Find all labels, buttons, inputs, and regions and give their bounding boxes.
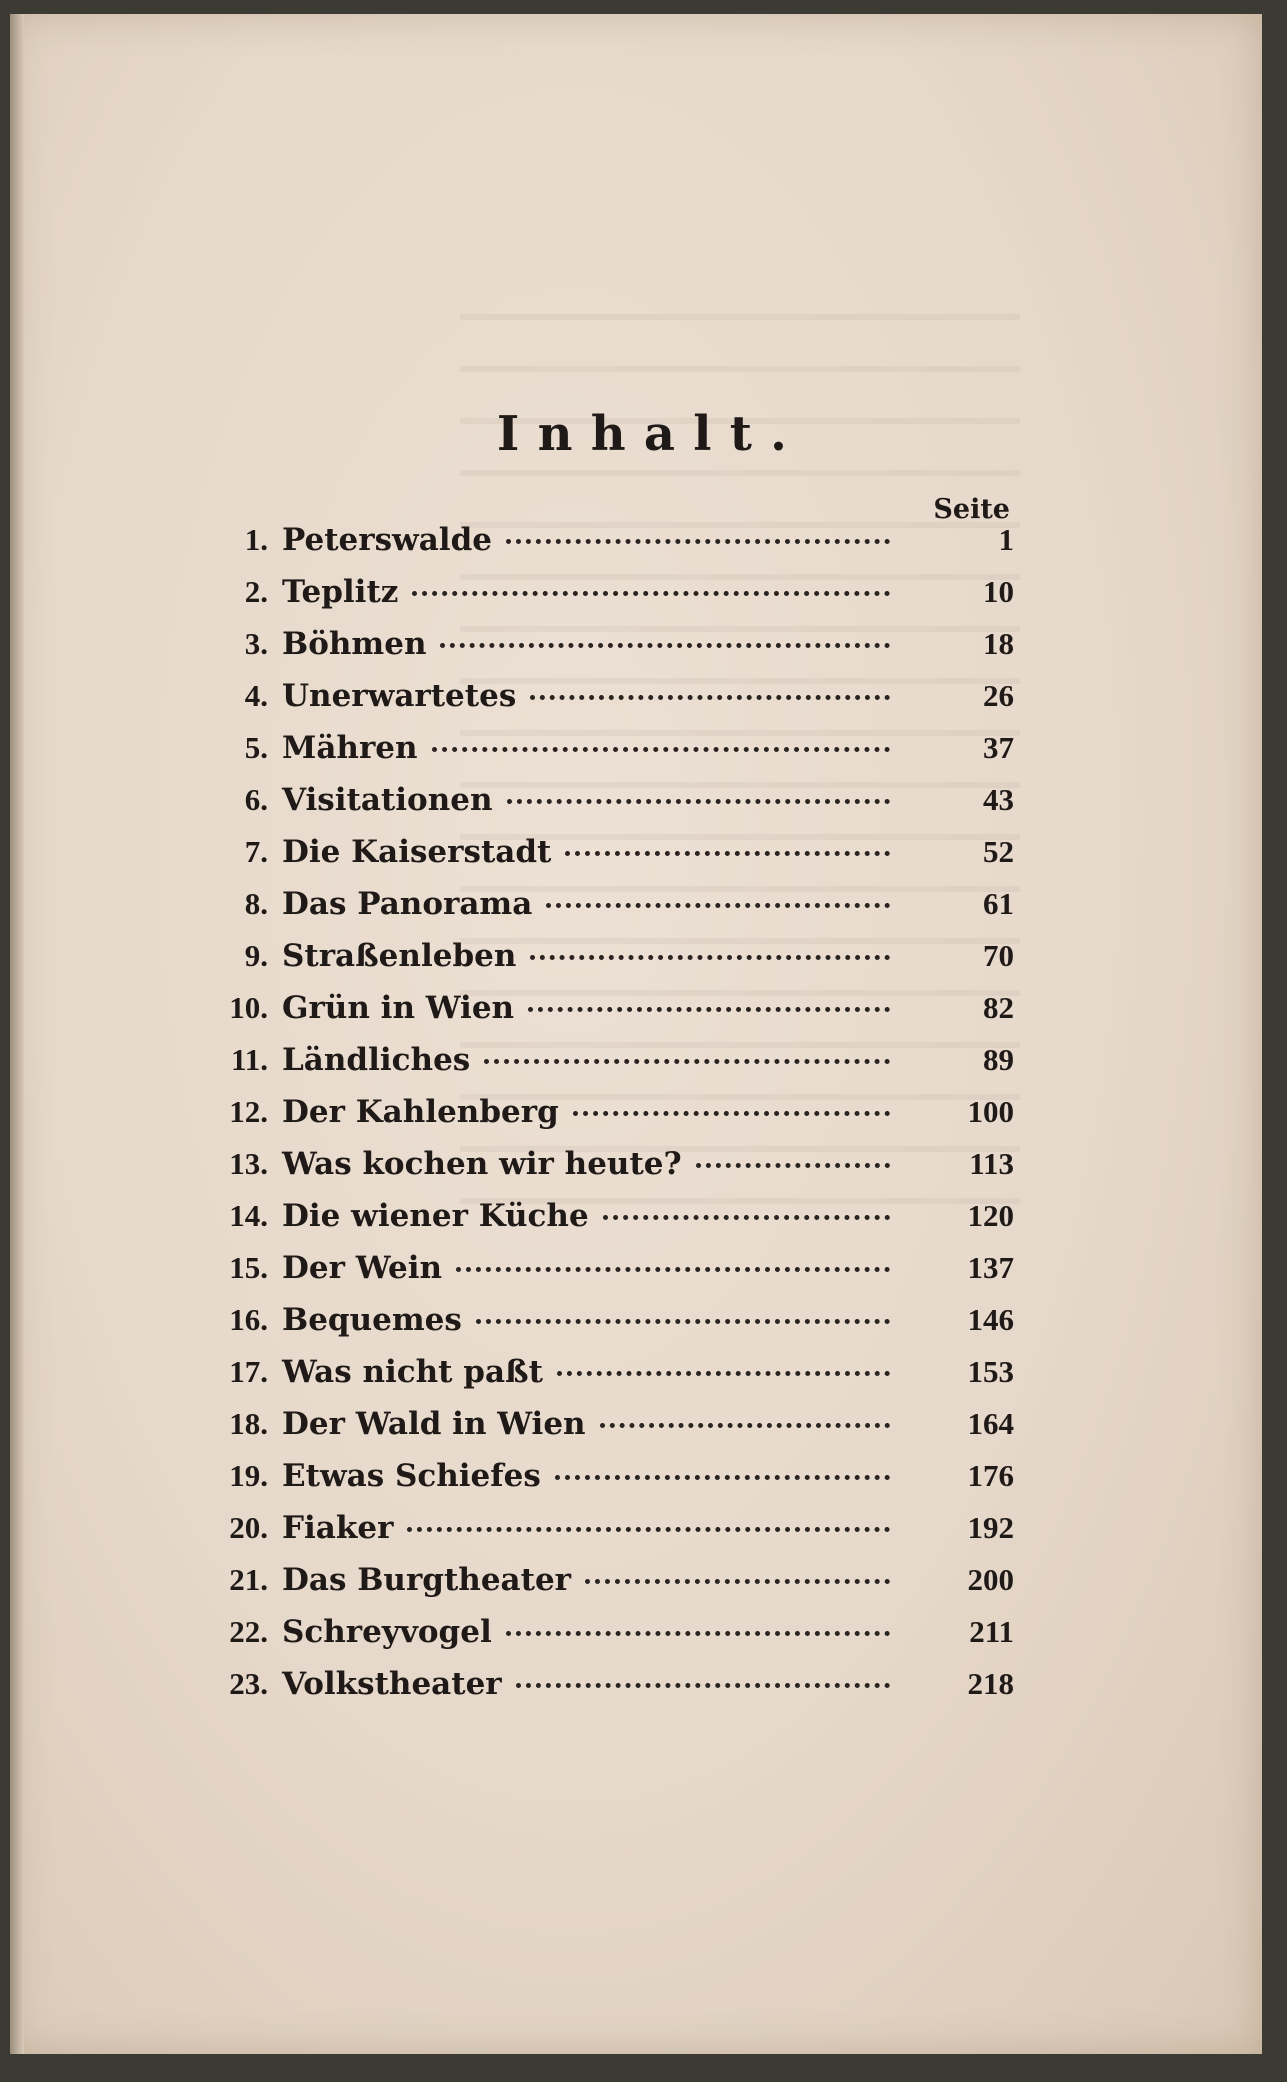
entry-page-number: 70 [983,938,1014,973]
entry-title: Teplitz [282,574,399,610]
toc-entry [190,1042,1014,1094]
dot-leader [456,1267,890,1272]
table-of-contents [190,522,1014,1718]
toc-entry [190,1198,1014,1250]
toc-entry [190,1510,1014,1562]
entry-page-number: 1 [998,522,1014,557]
entry-title: Peterswalde [282,522,492,558]
entry-number: 3. [244,626,268,661]
entry-title: Die wiener Küche [282,1198,589,1234]
toc-entry [190,522,1014,574]
entry-page-number: 18 [983,626,1014,661]
toc-entry [190,1146,1014,1198]
entry-number: 14. [229,1198,268,1233]
toc-entry [190,1614,1014,1666]
dot-leader [530,695,890,700]
entry-number: 19. [229,1458,268,1493]
entry-number: 18. [229,1406,268,1441]
entry-page-number: 137 [967,1250,1014,1285]
dot-leader [440,643,890,648]
entry-title: Fiaker [282,1510,394,1546]
entry-number: 11. [230,1042,268,1077]
dot-leader [484,1059,890,1064]
toc-entry [190,1562,1014,1614]
dot-leader [696,1163,890,1168]
entry-title: Straßenleben [282,938,517,974]
dot-leader [528,1007,890,1012]
dot-leader [506,539,890,544]
entry-title: Böhmen [282,626,427,662]
dot-leader [432,747,890,752]
entry-title: Was kochen wir heute? [282,1146,682,1182]
entry-number: 12. [229,1094,268,1129]
entry-title: Die Kaiserstadt [282,834,552,870]
entry-number: 20. [229,1510,268,1545]
toc-entry [190,886,1014,938]
entry-page-number: 153 [967,1354,1014,1389]
toc-entry [190,730,1014,782]
entry-page-number: 120 [967,1198,1014,1233]
dot-leader [516,1683,890,1688]
entry-number: 6. [244,782,268,817]
entry-title: Das Panorama [282,886,533,922]
dot-leader [573,1111,890,1116]
entry-number: 9. [244,938,268,973]
entry-number: 7. [244,834,268,869]
entry-page-number: 164 [967,1406,1014,1441]
dot-leader [603,1215,890,1220]
toc-entry [190,1666,1014,1718]
toc-entry [190,1302,1014,1354]
entry-page-number: 37 [983,730,1014,765]
entry-page-number: 113 [969,1146,1014,1181]
toc-entry [190,678,1014,730]
dot-leader [565,851,890,856]
dot-leader [530,955,890,960]
entry-page-number: 26 [983,678,1014,713]
toc-entry [190,990,1014,1042]
entry-page-number: 146 [967,1302,1014,1337]
entry-title: Was nicht paßt [282,1354,543,1390]
toc-entry [190,626,1014,678]
dot-leader [600,1423,890,1428]
toc-entry [190,574,1014,626]
entry-title: Volkstheater [282,1666,502,1702]
toc-entry [190,938,1014,990]
toc-entry [190,782,1014,834]
entry-number: 23. [229,1666,268,1701]
dot-leader [555,1475,890,1480]
dot-leader [476,1319,890,1324]
entry-page-number: 218 [967,1666,1014,1701]
entry-page-number: 200 [967,1562,1014,1597]
entry-number: 13. [229,1146,268,1181]
entry-number: 16. [229,1302,268,1337]
entry-title: Visitationen [282,782,493,818]
dot-leader [546,903,890,908]
toc-entry [190,1354,1014,1406]
entry-title: Schreyvogel [282,1614,492,1650]
dot-leader [507,799,891,804]
entry-number: 22. [229,1614,268,1649]
page-edge [10,14,24,2054]
toc-entry [190,834,1014,886]
entry-page-number: 10 [983,574,1014,609]
page-title: Inhalt. [496,406,806,462]
entry-title: Der Wein [282,1250,443,1286]
toc-entry [190,1406,1014,1458]
entry-title: Das Burgtheater [282,1562,572,1598]
entry-title: Der Wald in Wien [282,1406,586,1442]
entry-number: 10. [229,990,268,1025]
toc-entry [190,1458,1014,1510]
entry-page-number: 211 [969,1614,1014,1649]
toc-entry [190,1094,1014,1146]
book-page [10,14,1262,2054]
entry-title: Grün in Wien [282,990,515,1026]
entry-page-number: 52 [983,834,1014,869]
dot-leader [585,1579,890,1584]
entry-number: 8. [244,886,268,921]
entry-page-number: 176 [967,1458,1014,1493]
entry-title: Bequemes [282,1302,462,1338]
entry-number: 5. [244,730,268,765]
toc-entry [190,1250,1014,1302]
dot-leader [407,1527,890,1532]
entry-title: Unerwartetes [282,678,517,714]
entry-number: 15. [229,1250,268,1285]
dot-leader [412,591,890,596]
entry-number: 2. [244,574,268,609]
entry-title: Der Kahlenberg [282,1094,559,1130]
dot-leader [506,1631,890,1636]
entry-page-number: 82 [983,990,1014,1025]
entry-page-number: 100 [967,1094,1014,1129]
entry-title: Ländliches [282,1042,471,1078]
entry-title: Etwas Schiefes [282,1458,541,1494]
entry-number: 17. [229,1354,268,1389]
entry-number: 4. [244,678,268,713]
entry-page-number: 89 [983,1042,1014,1077]
entry-title: Mähren [282,730,418,766]
page-column-header: Seite [933,494,1010,525]
entry-page-number: 43 [983,782,1014,817]
entry-number: 1. [244,522,268,557]
dot-leader [557,1371,890,1376]
entry-page-number: 61 [983,886,1014,921]
entry-number: 21. [229,1562,268,1597]
entry-page-number: 192 [967,1510,1014,1545]
